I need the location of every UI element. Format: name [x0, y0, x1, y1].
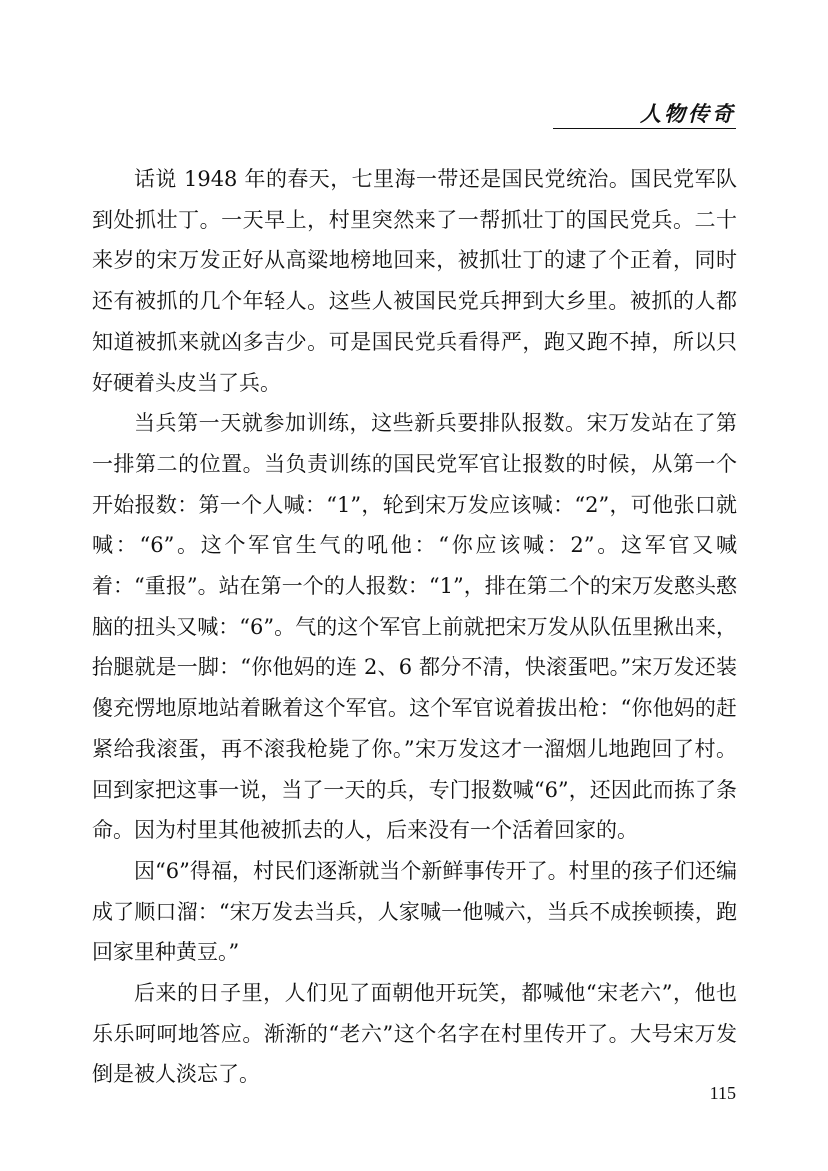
paragraph: 当兵第一天就参加训练，这些新兵要排队报数。宋万发站在了第一排第二的位置。当负责训练的国民党军官让报数的时候，从第一个开始报数：第一个人喊：“1”，轮到宋万发应该喊：“2”，可他张口就喊：“6”。这个军官生气的吼他：“你应该喊：2”。这军官又喊着：“重报”。站在第一个的人报数：“1”，排在第二个的宋万发憨头憨脑的扭头又喊：“6”。气的这个军官上前就把宋万发从队伍里揪出来，抬腿就是一脚：“你他妈的连 2、6 都分不清，快滚蛋吧。”宋万发还装傻充愣地原地站着瞅着这个军官。这个军官说着拔出枪：“你他妈的赶紧给我滚蛋，再不滚我枪毙了你。”宋万发这才一溜烟儿地跑回了村。回到家把这事一说，当了一天的兵，专门报数喊“6”，还因此而拣了条命。因为村里其他被抓去的人，后来没有一个活着回家的。 — [92, 411, 737, 843]
page-number: 115 — [709, 1083, 736, 1103]
body-text — [92, 159, 737, 1095]
paragraph: 后来的日子里，人们见了面朝他开玩笑，都喊他“宋老六”，他也乐乐呵呵地答应。渐渐的“老六”这个名字在村里传开了。大号宋万发倒是被人淡忘了。 — [92, 981, 737, 1087]
paragraph: 话说 1948 年的春天，七里海一带还是国民党统治。国民党军队到处抓壮丁。一天早上，村里突然来了一帮抓壮丁的国民党兵。二十来岁的宋万发正好从高粱地榜地回来，被抓壮丁的逮了个正着，同时还有被抓的几个年轻人。这些人被国民党兵押到大乡里。被抓的人都知道被抓来就凶多吉少。可是国民党兵看得严，跑又跑不掉，所以只好硬着头皮当了兵。 — [92, 167, 737, 395]
running-header-title: 人物传奇 — [640, 102, 736, 126]
header-rule — [553, 128, 736, 129]
paragraph: 因“6”得福，村民们逐渐就当个新鲜事传开了。村里的孩子们还编成了顺口溜：“宋万发去当兵，人家喊一他喊六，当兵不成挨顿揍，跑回家里种黄豆。” — [92, 858, 737, 965]
